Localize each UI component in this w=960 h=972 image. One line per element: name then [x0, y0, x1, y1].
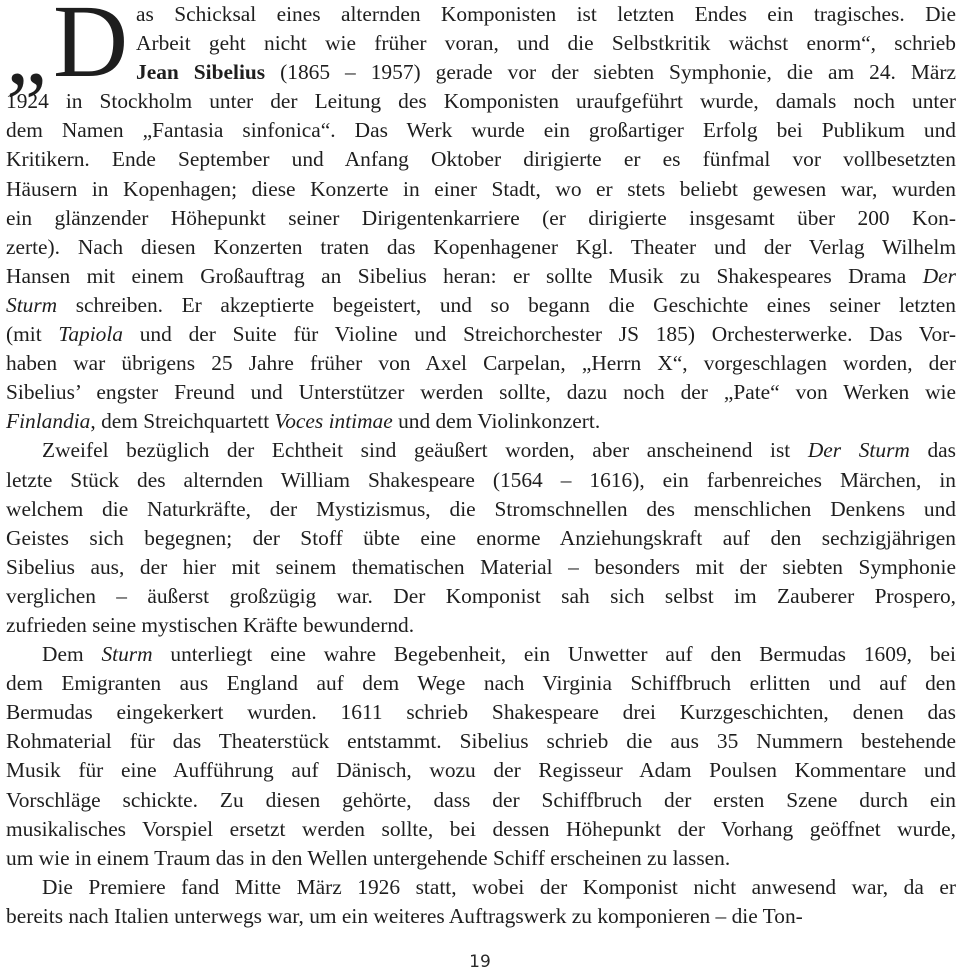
- paragraph: [6, 640, 956, 873]
- text-line: [6, 320, 956, 349]
- text-line: [6, 378, 956, 407]
- text-line: [6, 844, 956, 873]
- text-line: [6, 902, 956, 931]
- text-run: as Schicksal eines alternden Komponisten ist letzten Endes ein tragisches. Die: [136, 2, 956, 26]
- text-run: Häusern in Kopenhagen; diese Konzerte in einer Stadt, wo er stets beliebt gewesen war, wurden: [6, 176, 956, 201]
- text-line: [6, 349, 956, 378]
- paragraph: [6, 873, 956, 931]
- text-line: [6, 873, 956, 902]
- text-run: und dem Violinkonzert.: [392, 409, 601, 434]
- text-line: [6, 436, 956, 465]
- text-run: Dem: [42, 642, 102, 667]
- text-run: Bermudas eingekerkert wurden. 1611 schrieb Shakespeare drei Kurzgeschichten, denen das: [6, 700, 956, 725]
- text-run: Musik für eine Aufführung auf Dänisch, wozu der Regisseur Adam Poulsen Kommentare und: [6, 758, 956, 783]
- text-run: Sibelius aus, der hier mit seinem thematischen Material – besonders mit der siebten Symphonie: [6, 554, 956, 579]
- text-run: dem Namen „Fantasia sinfonica“. Das Werk wurde ein großartiger Erfolg bei Publikum und: [6, 118, 956, 143]
- text-line: [6, 116, 956, 145]
- text-line: [6, 815, 956, 844]
- document-page: [6, 0, 956, 931]
- text-line: [6, 582, 956, 611]
- text-line: [6, 727, 956, 756]
- text-run: Finlandia: [6, 409, 91, 434]
- text-run: Hansen mit einem Großauftrag an Sibelius heran: er sollte Musik zu Shakespeares Drama: [6, 263, 923, 288]
- text-run: bereits nach Italien unterwegs war, um ein weiteres Auftragswerk zu komponieren – die Ton-: [6, 903, 803, 928]
- text-run: letzte Stück des alternden William Shakespeare (1564 – 1616), ein farbenreiches Märchen, in: [6, 467, 956, 492]
- text-run: unterliegt eine wahre Begebenheit, ein Unwetter auf den Bermudas 1609, bei: [152, 642, 956, 667]
- text-run: welchem die Naturkräfte, der Mystizismus, die Stromschnellen des menschlichen Denkens und: [6, 496, 956, 521]
- paragraph: [6, 0, 956, 436]
- text-line: [6, 669, 956, 698]
- text-run: zufrieden seine mystischen Kräfte bewundernd.: [6, 612, 415, 637]
- drop-cap-quote: „: [6, 1, 41, 103]
- text-line: [136, 29, 956, 58]
- text-run: Jean Sibelius: [136, 60, 266, 85]
- text-run: Geistes sich begegnen; der Stoff übte eine enorme Anziehungskraft auf den sechzigjährigen: [6, 525, 956, 550]
- text-run: um wie in einem Traum das in den Wellen untergehende Schiff erscheinen zu lassen.: [6, 845, 731, 870]
- text-line: [6, 175, 956, 204]
- text-run: Vorschläge schickte. Zu diesen gehörte, dass der Schiffbruch der ersten Szene durch ein: [6, 787, 956, 812]
- text-line: [6, 640, 956, 669]
- text-run: Der Sturm: [807, 438, 910, 463]
- text-run: verglichen – äußerst großzügig war. Der Komponist sah sich selbst im Zauberer Prospero,: [6, 583, 956, 608]
- text-run: , dem Streichquartett: [90, 409, 275, 434]
- text-run: (1865 – 1957) gerade vor der siebten Symphonie, die am 24. März: [265, 60, 956, 85]
- text-run: Rohmaterial für das Theaterstück entstammt. Sibelius schrieb die aus 35 Nummern bestehende: [6, 729, 956, 754]
- text-line: [6, 756, 956, 785]
- text-run: musikalisches Vorspiel ersetzt werden sollte, bei dessen Höhepunkt der Vorhang geöffnet wurde,: [6, 816, 956, 841]
- drop-cap: [6, 0, 134, 103]
- text-run: ein glänzender Höhepunkt seiner Dirigentenkarriere (er dirigierte insgesamt über 200 Kon-: [6, 205, 956, 230]
- text-line: [136, 0, 956, 29]
- text-line: [6, 233, 956, 262]
- text-run: 1924 in Stockholm unter der Leitung des Komponisten uraufgeführt wurde, damals noch unter: [6, 89, 956, 114]
- page-number: 19: [469, 952, 491, 972]
- text-run: (mit: [6, 322, 59, 347]
- text-run: Die Premiere fand Mitte März 1926 statt, wobei der Komponist nicht anwesend war, da er: [42, 874, 956, 899]
- text-line: [6, 204, 956, 233]
- text-run: zerte). Nach diesen Konzerten traten das Kopenhagener Kgl. Theater und der Verlag Wilhelm: [6, 234, 956, 259]
- text-run: Kritikern. Ende September und Anfang Oktober dirigierte er es fünfmal vor vollbesetzten: [6, 147, 956, 172]
- drop-cap-letter: D: [53, 0, 129, 99]
- paragraph: [6, 436, 956, 640]
- text-line: [6, 145, 956, 174]
- text-run: Der: [922, 263, 956, 288]
- text-run: dem Emigranten aus England auf dem Wege nach Virginia Schiffbruch erlitten und auf den: [6, 671, 956, 696]
- text-run: Voces intimae: [274, 409, 393, 434]
- text-run: Zweifel bezüglich der Echtheit sind geäußert worden, aber anscheinend ist: [42, 438, 808, 463]
- text-run: Sibelius’ engster Freund und Unterstützer werden sollte, dazu noch der „Pate“ von Werken wie: [6, 380, 956, 405]
- text-run: Sturm: [6, 292, 58, 317]
- text-line: [6, 407, 956, 436]
- text-run: schreiben. Er akzeptierte begeistert, und so begann die Geschichte eines seiner letzten: [57, 292, 956, 317]
- text-run: Tapiola: [58, 322, 123, 347]
- text-line: [6, 262, 956, 291]
- text-line: [6, 87, 956, 116]
- text-run: Sturm: [101, 642, 153, 667]
- text-run: Arbeit geht nicht wie früher voran, und die Selbstkritik wächst enorm“, schrieb: [136, 31, 956, 56]
- text-line: [6, 466, 956, 495]
- text-line: [6, 495, 956, 524]
- text-line: [6, 611, 956, 640]
- text-line: [6, 553, 956, 582]
- text-line: [6, 524, 956, 553]
- text-run: und der Suite für Violine und Streichorchester JS 185) Orchesterwerke. Das Vor-: [123, 322, 956, 347]
- text-line: [136, 58, 956, 87]
- body-text: [6, 0, 956, 931]
- text-line: [6, 786, 956, 815]
- text-line: [6, 698, 956, 727]
- text-run: das: [909, 438, 956, 463]
- text-line: [6, 291, 956, 320]
- text-run: haben war übrigens 25 Jahre früher von Axel Carpelan, „Herrn X“, vorgeschlagen worden, der: [6, 351, 956, 376]
